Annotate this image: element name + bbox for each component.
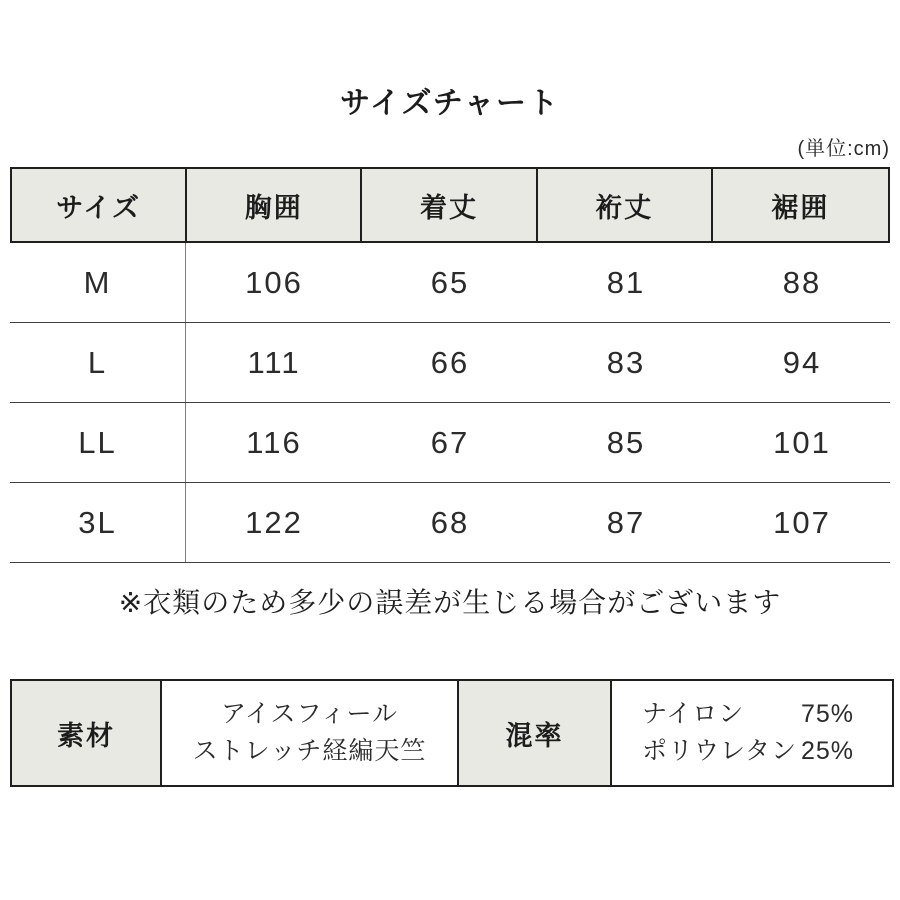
page-title: サイズチャート [339, 87, 561, 120]
table-row [10, 403, 890, 483]
blend-label: 混率 [459, 681, 612, 785]
header-length: 着丈 [362, 169, 537, 241]
row-size-label: L [10, 323, 186, 402]
cell-chest: 106 [245, 264, 303, 300]
header-sleeve: 裄丈 [538, 169, 713, 241]
blend-name: ポリウレタン [642, 737, 798, 765]
cell-chest: 116 [246, 424, 302, 460]
row-size-label: 3L [10, 483, 186, 562]
size-table-header-row [10, 167, 890, 243]
cell-length: 65 [430, 264, 470, 300]
table-row [10, 483, 890, 563]
table-row [10, 243, 890, 323]
material-line-1: アイスフィール [220, 700, 398, 728]
cell-hem: 88 [782, 264, 822, 300]
blend-name: ナイロン [642, 700, 745, 728]
cell-sleeve: 87 [606, 504, 646, 540]
material-value [162, 681, 459, 785]
row-size-label: M [10, 243, 186, 322]
blend-value [612, 681, 892, 785]
cell-length: 67 [430, 424, 470, 460]
header-size: サイズ [12, 169, 187, 241]
blend-row-polyurethane [642, 733, 854, 770]
disclaimer-note: ※衣類のため多少の誤差が生じる場合がございます [118, 587, 782, 618]
unit-label: (単位:cm) [797, 138, 890, 160]
material-line-2: ストレッチ経編天竺 [192, 737, 427, 765]
cell-hem: 107 [773, 504, 831, 540]
cell-hem: 101 [773, 424, 831, 460]
size-table [10, 167, 890, 563]
blend-percent: 75% [800, 700, 854, 728]
spec-table [10, 679, 894, 787]
size-table-body [10, 243, 890, 563]
cell-sleeve: 85 [606, 424, 646, 460]
header-hem: 裾囲 [771, 192, 830, 223]
header-chest: 胸囲 [187, 169, 362, 241]
cell-hem: 94 [782, 344, 822, 380]
cell-length: 66 [430, 344, 470, 380]
material-label: 素材 [12, 681, 162, 785]
table-row [10, 323, 890, 403]
blend-row-nylon [642, 696, 854, 733]
cell-sleeve: 81 [606, 264, 646, 300]
blend-percent: 25% [800, 737, 854, 765]
cell-chest: 122 [245, 504, 303, 540]
cell-chest: 111 [247, 344, 301, 380]
content-area [10, 132, 890, 787]
cell-length: 68 [430, 504, 470, 540]
cell-sleeve: 83 [606, 344, 646, 380]
row-size-label: LL [10, 403, 186, 482]
